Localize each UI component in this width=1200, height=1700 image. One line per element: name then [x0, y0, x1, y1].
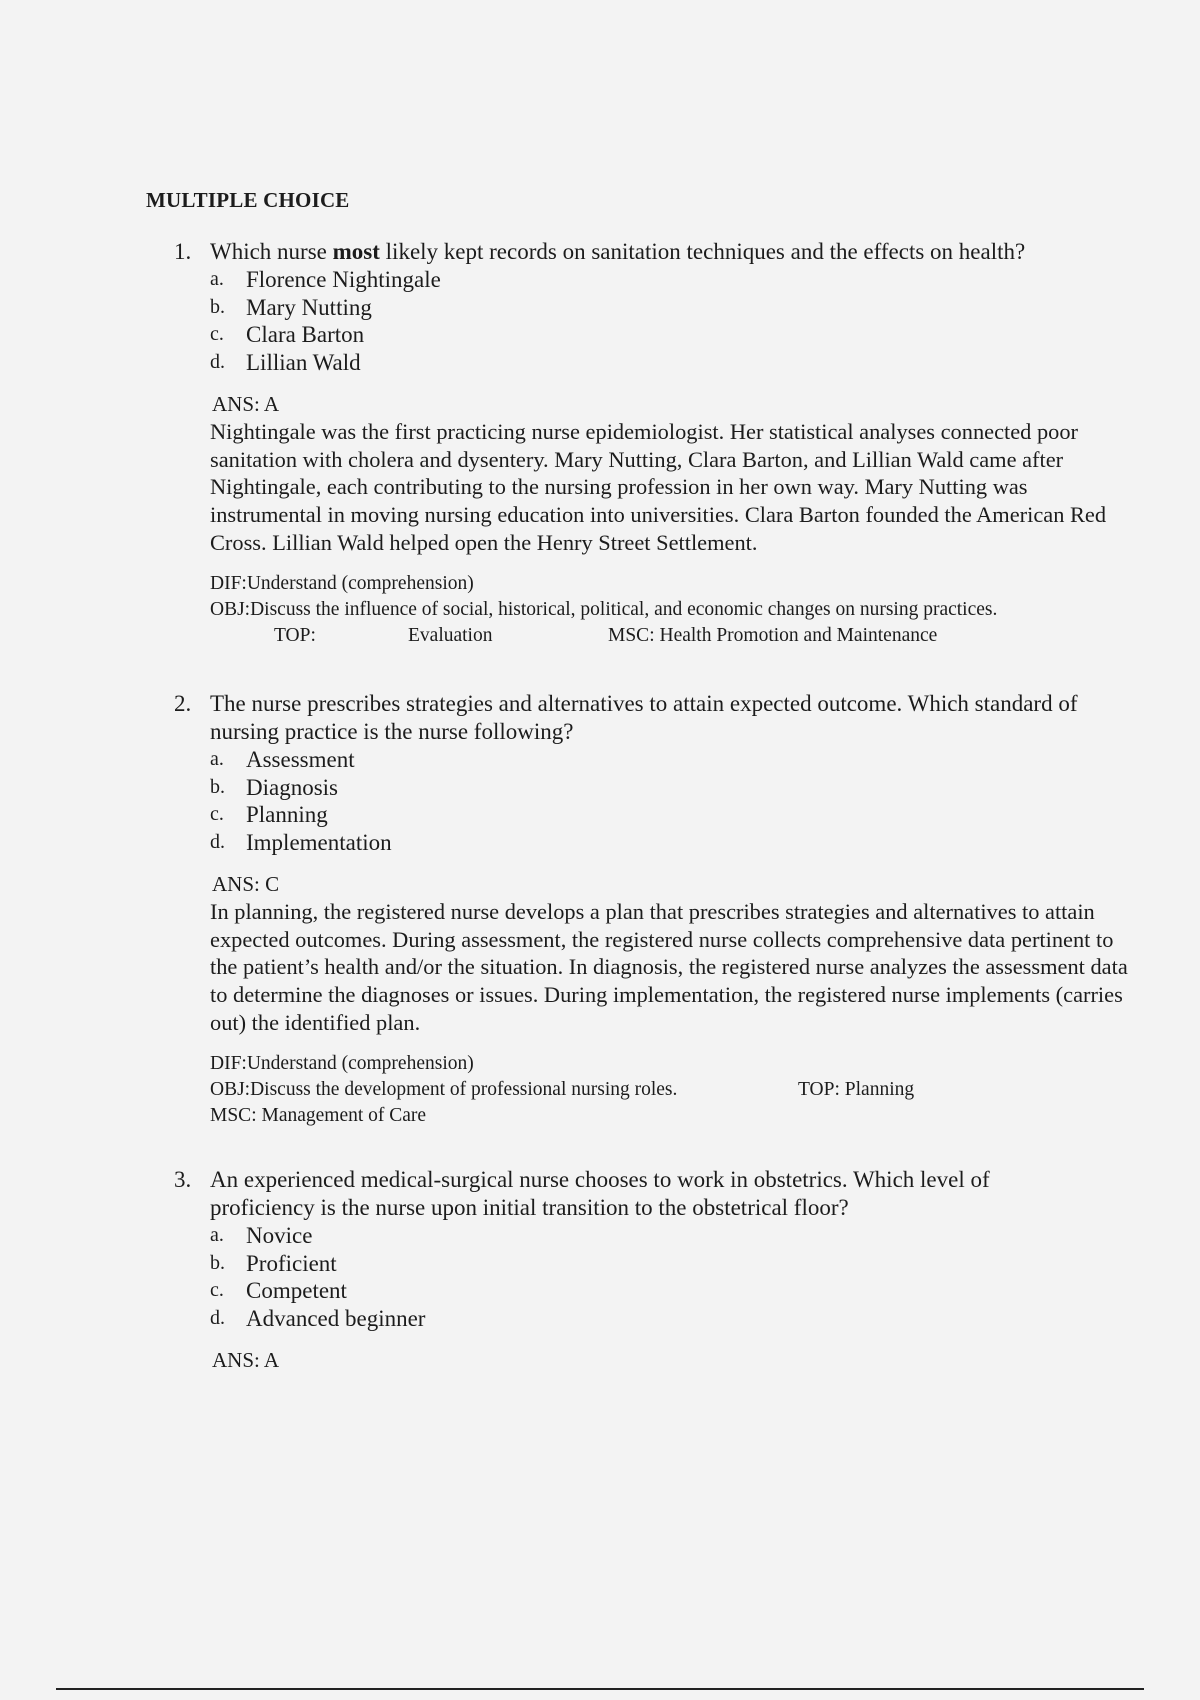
objective: OBJ:Discuss the development of professional nursing roles. [210, 1078, 678, 1100]
question-metadata [146, 1051, 1146, 1129]
answer-key: ANS: C [212, 871, 280, 896]
msc: MSC: Management of Care [210, 1104, 427, 1126]
answer-key: ANS: A [212, 391, 280, 416]
topic-msc-line [210, 623, 1146, 649]
options-list [146, 1222, 1146, 1333]
option-c: c. Clara Barton [210, 322, 365, 348]
difficulty: DIF:Understand (comprehension) [210, 1052, 474, 1074]
answer-key: ANS: A [212, 1347, 280, 1372]
question-stem: 1. Which nurse most likely kept records on sanitation techniques and the effects on health? [174, 239, 1026, 264]
question-number: 2. [174, 691, 192, 716]
option-b: b. Diagnosis [210, 774, 338, 800]
question-2 [146, 690, 1146, 1129]
section-title: MULTIPLE CHOICE [146, 188, 350, 212]
bottom-divider [56, 1688, 1144, 1690]
rationale: In planning, the registered nurse develops a plan that prescribes strategies and alternatives to attain expected outcomes. During assessment, the registered nurse collects comprehensive data pertinent to the patient’s health and/or the situation. In diagnosis, the registered nurse analyzes the assessment data to determine the diagnoses or issues. During implementation, the registered nurse implements (carries out) the identified plan. [210, 898, 1128, 1035]
question-3 [146, 1166, 1146, 1374]
option-c: c. Planning [210, 802, 328, 828]
option-d: d. Advanced beginner [210, 1306, 426, 1332]
topic-label: TOP: [274, 624, 316, 646]
question-number: 3. [174, 1167, 192, 1192]
options-list [146, 746, 1146, 857]
option-a: a. Assessment [210, 747, 355, 772]
topic: TOP: Planning [798, 1078, 915, 1100]
question-stem: 2. The nurse prescribes strategies and alternatives to attain expected outcome. Which standard of nursing practice is the nurse following? [174, 691, 1078, 744]
emphasis-text: most [332, 239, 380, 264]
option-a: a. Florence Nightingale [210, 267, 441, 292]
option-d: d. Implementation [210, 830, 392, 856]
option-b: b. Proficient [210, 1250, 337, 1276]
question-1 [146, 238, 1146, 649]
question-number: 1. [174, 239, 192, 264]
question-stem: 3. An experienced medical-surgical nurse chooses to work in obstetrics. Which level of proficiency is the nurse upon initial transition to the obstetrical floor? [174, 1167, 990, 1220]
difficulty: DIF:Understand (comprehension) [210, 572, 474, 594]
option-d: d. Lillian Wald [210, 350, 361, 376]
msc: MSC: Health Promotion and Maintenance [608, 624, 938, 646]
option-b: b. Mary Nutting [210, 294, 372, 320]
topic-value: Evaluation [408, 624, 493, 646]
objective: OBJ:Discuss the influence of social, historical, political, and economic changes on nursing practices. [210, 598, 998, 620]
question-metadata [146, 571, 1146, 649]
rationale: Nightingale was the first practicing nurse epidemiologist. Her statistical analyses connected poor sanitation with cholera and dysentery. Mary Nutting, Clara Barton, and Lillian Wald came after Nightingale, each contributing to the nursing profession in her own way. Mary Nutting was instrumental in moving nursing education into universities. Clara Barton founded the American Red Cross. Lillian Wald helped open the Henry Street Settlement. [210, 418, 1107, 555]
option-a: a. Novice [210, 1223, 313, 1248]
options-list [146, 266, 1146, 377]
option-c: c. Competent [210, 1278, 347, 1304]
objective-topic-line [210, 1077, 1146, 1103]
